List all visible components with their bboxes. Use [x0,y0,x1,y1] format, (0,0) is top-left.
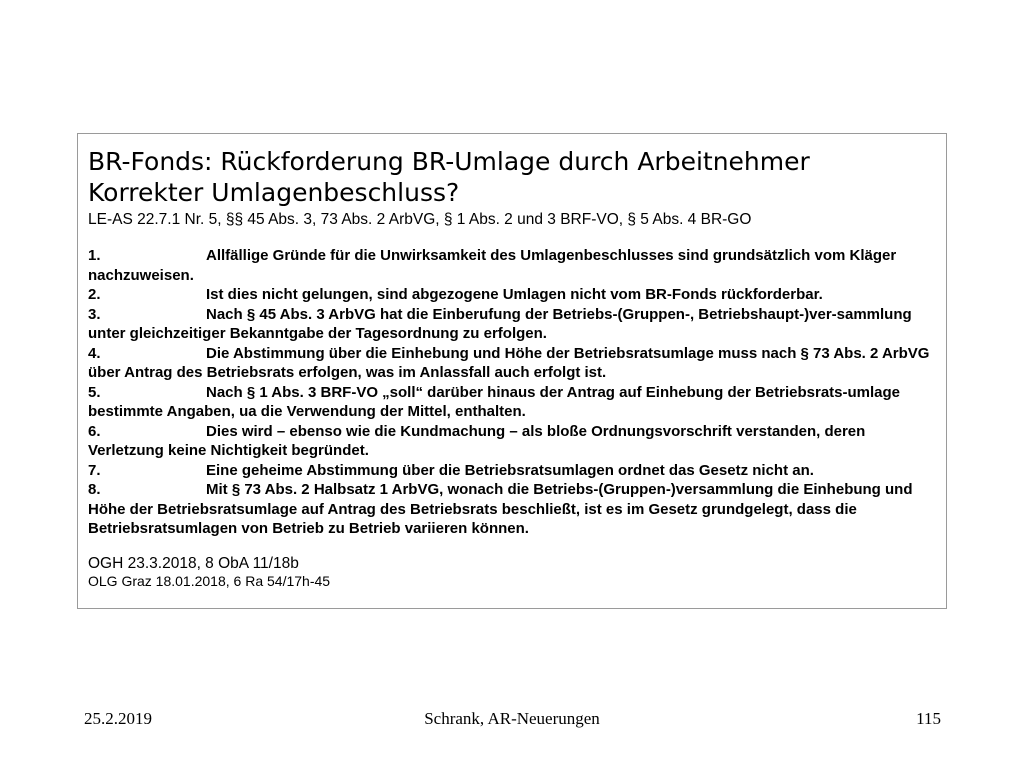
item-number: 8. [88,481,101,498]
footer-date: 25.2.2019 [84,709,152,728]
item-number: 7. [88,461,101,479]
slide-title-line-2: Korrekter Umlagenbeschluss? [88,178,460,207]
item-text: Nach § 1 Abs. 3 BRF-VO „soll“ darüber hinaus der Antrag auf Einhebung der Betriebsrats-umlage bestimmte Angaben, ua die Verwendung der Mittel, enthalten. [88,383,901,420]
item-text: Dies wird – ebenso wie die Kundmachung – als bloße Ordnungsvorschrift verstanden, deren Verletzung keine Nichtigkeit begründet. [88,422,866,459]
item-text: Allfällige Gründe für die Unwirksamkeit des Umlagenbeschlusses sind grundsätzlich vom Kläger nachzuweisen. [88,247,897,284]
item-text: Mit § 73 Abs. 2 Halbsatz 1 ArbVG, wonach die Betriebs-(Gruppen-)versammlung die Einhebung und Höhe der Betriebsratsumlage auf Antrag des Betriebsrats beschließt, ist es im Gesetz grundgelegt, dass die Betriebsratsumlagen von Betrieb zu Betrieb variieren können. [88,481,913,537]
list-item [88,480,936,539]
list-item [88,246,936,285]
slide-title-line-1: BR-Fonds: Rückforderung BR-Umlage durch Arbeitnehmer [88,147,810,176]
page-number: 115 [916,709,941,728]
footer-author: Schrank, AR-Neuerungen [424,709,600,728]
item-text: Nach § 45 Abs. 3 ArbVG hat die Einberufung der Betriebs-(Gruppen-, Betriebshaupt-)ver-sammlung unter gleichzeitiger Bekanntgabe der Tagesordnung zu erfolgen. [88,305,912,342]
content-box [77,133,947,609]
list-item [88,344,936,383]
findings-list [88,246,936,539]
item-text: Ist dies nicht gelungen, sind abgezogene Umlagen nicht vom BR-Fonds rückforderbar. [206,286,823,303]
item-number: 2. [88,286,101,303]
item-number: 3. [88,305,101,323]
item-number: 4. [88,344,101,362]
item-number: 1. [88,247,101,264]
item-number: 6. [88,422,101,440]
list-item [88,305,936,344]
spacer [88,539,936,555]
legal-references: LE-AS 22.7.1 Nr. 5, §§ 45 Abs. 3, 73 Abs. 2 ArbVG, § 1 Abs. 2 und 3 BRF-VO, § 5 Abs. 4 BR-GO [88,211,752,228]
court-citation-olg: OLG Graz 18.01.2018, 6 Ra 54/17h-45 [88,572,331,589]
list-item [88,422,936,461]
item-text: Eine geheime Abstimmung über die Betriebsratsumlagen ordnet das Gesetz nicht an. [206,461,814,479]
court-citation-ogh: OGH 23.3.2018, 8 ObA 11/18b [88,554,299,572]
item-number: 5. [88,383,101,401]
list-item [88,461,936,481]
list-item [88,383,936,422]
list-item [88,285,936,305]
item-text: Die Abstimmung über die Einhebung und Höhe der Betriebsratsumlage muss nach § 73 Abs. 2 ArbVG über Antrag des Betriebsrats erfolgen, was im Anlassfall auch erfolgt ist. [88,344,930,381]
